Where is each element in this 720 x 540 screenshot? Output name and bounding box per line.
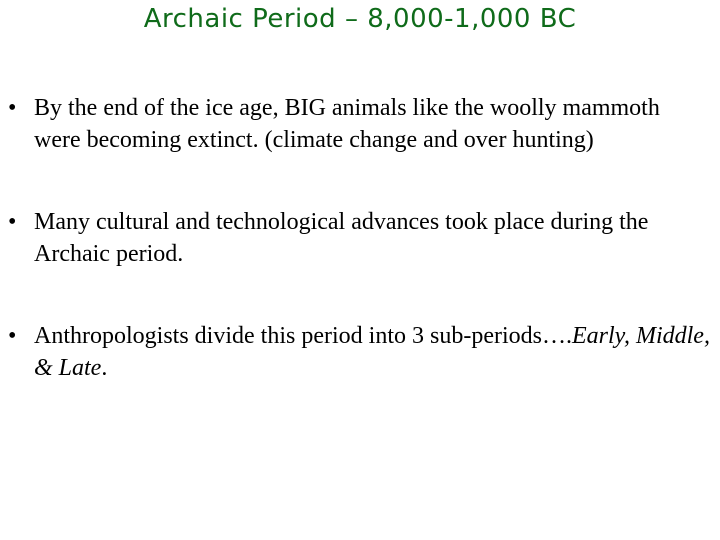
bullet-text: Many cultural and technological advances took place during the Archaic period.: [34, 209, 649, 267]
bullet-dot-icon: •: [8, 95, 17, 121]
bullet-dot-icon: •: [8, 209, 17, 235]
bullet-text: [34, 323, 710, 381]
bullet-text-plain: Anthropologists divide this period into 3 sub-periods….: [34, 323, 572, 349]
bullet-text-end: .: [101, 355, 108, 381]
bullet-list: [0, 92, 720, 434]
bullet-text: By the end of the ice age, BIG animals like the woolly mammoth were becoming extinct. (climate change and over hunting): [34, 95, 660, 153]
bullet-text-italic: Early, Middle, & Late: [34, 323, 710, 381]
bullet-item-2: [0, 206, 720, 270]
bullet-item-1: [0, 92, 720, 156]
bullet-dot-icon: •: [8, 323, 17, 349]
bullet-item-3: [0, 320, 720, 384]
slide-title: Archaic Period – 8,000-1,000 BC: [143, 4, 577, 34]
